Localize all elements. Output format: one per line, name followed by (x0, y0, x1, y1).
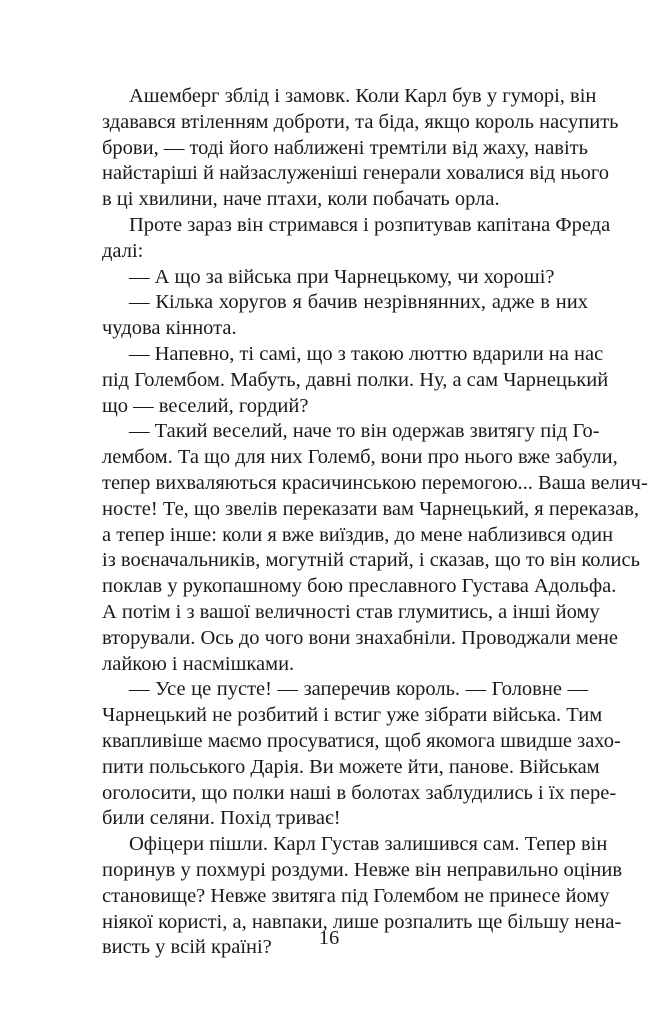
text-line: далі: (102, 239, 144, 262)
text-line: Офіцери пішли. Карл Густав залишився сам. Тепер він (129, 833, 608, 856)
text-line: били селяни. Похід триває! (102, 807, 341, 830)
text-line: під Голембом. Мабуть, давні полки. Ну, а сам Чарнецький (102, 368, 609, 391)
text-line: вторували. Ось до чого вони знахабніли. Проводжали мене (102, 626, 618, 649)
text-line: поклав у рукопашному бою преславного Густава Адольфа. (102, 575, 617, 598)
text-line: пити польського Дарія. Ви можете йти, панове. Військам (102, 755, 600, 778)
text-line: квапливіше маємо просуватися, щоб якомога швидше захо- (102, 729, 621, 752)
text-line: оголосити, що полки наші в болотах заблудились і їх пере- (102, 781, 617, 804)
text-line: Ашемберг зблід і замовк. Коли Карл був у гуморі, він (129, 85, 597, 107)
text-line: лайкою і насмішками. (102, 652, 295, 675)
paragraph (102, 419, 648, 677)
body-text (102, 84, 648, 961)
text-line: чудова кіннота. (102, 317, 237, 340)
text-line: найстаріші й найзаслуженіші генерали ховалися від нього (102, 162, 609, 185)
paragraph (102, 265, 588, 291)
text-line: а тепер інше: коли я вже виїздив, до мене наблизився один (102, 523, 614, 546)
page-number: 16 (318, 927, 340, 949)
text-line: — Напевно, ті самі, що з такою люттю вдарили на нас (129, 342, 604, 365)
text-line: що — веселий, гордий? (102, 394, 309, 417)
text-line: носте! Те, що звелів переказати вам Чарнецький, я переказав, (102, 497, 640, 520)
text-line: — Такий веселий, наче то він одержав звитягу під Го- (129, 420, 600, 443)
text-line: із воєначальників, могутній старий, і сказав, що то він колись (102, 549, 640, 572)
text-line: — Усе це пусте! — заперечив король. — Головне — (129, 678, 588, 701)
text-line: — А що за війська при Чарнецькому, чи хороші? (129, 265, 555, 288)
paragraph (102, 342, 609, 419)
text-line: Проте зараз він стримався і розпитував капітана Фреда (129, 213, 611, 236)
text-line: А потім і з вашої величності став глумитись, а інші йому (102, 600, 600, 623)
text-line: ніякої користі, а, навпаки, лише розпалить ще більшу нена- (102, 910, 622, 933)
text-line: брови, — тоді його наближені тремтіли від жаху, навіть (102, 136, 588, 159)
paragraph (102, 290, 588, 342)
paragraph (102, 677, 621, 832)
paragraph (102, 84, 619, 213)
text-line: поринув у похмурі роздуми. Невже він неправильно оцінив (102, 858, 623, 881)
text-line: в ці хвилини, наче птахи, коли побачать орла. (102, 188, 500, 211)
text-line: тепер вихваляються красичинською перемогою... Ваша велич- (102, 471, 648, 494)
text-line: — Кілька хоругов я бачив незрівнянних, адже в них (129, 291, 588, 314)
text-line: Чарнецький не розбитий і встиг уже зібрати війська. Тим (102, 704, 603, 727)
text-line: становище? Невже звитяга під Голембом не принесе йому (102, 884, 610, 907)
text-line: висть у всій країні? (102, 936, 272, 959)
text-line: лембом. Та що для них Големб, вони про нього вже забули, (102, 446, 618, 469)
paragraph (102, 213, 611, 265)
text-line: здавався втіленням доброти, та біда, якщо король насупить (102, 110, 619, 133)
